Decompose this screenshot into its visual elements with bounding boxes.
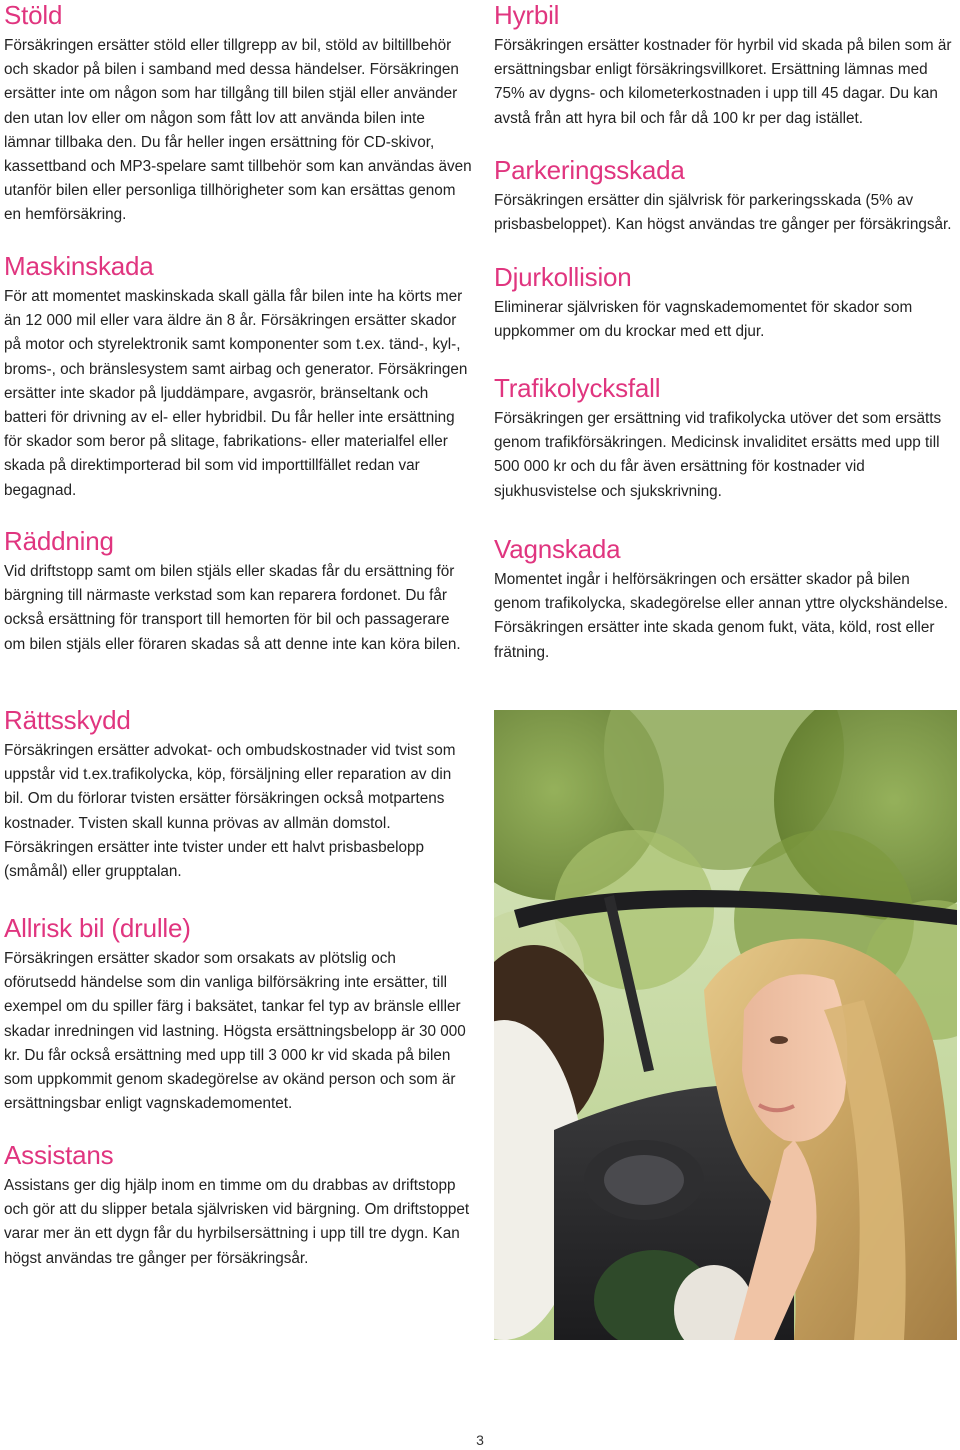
page-number: 3 (476, 1432, 484, 1448)
section-body: Momentet ingår i helförsäkringen och ersätter skador på bilen genom trafikolycka, skadegörelse eller annan yttre olyckshändelse. Försäkringen ersätter inte skada genom fukt, väta, köld, rost eller frätning. (494, 571, 949, 661)
section-raddning (4, 526, 472, 657)
section-heading: Hyrbil (494, 0, 560, 30)
section-heading: Allrisk bil (drulle) (4, 913, 191, 943)
section-body: Försäkringen ersätter skador som orsakats av plötslig och oförutsedd händelse som din vanliga bilförsäkring inte ersätter, till exempel om du spiller färg i baksätet, tankar fel typ av bränsle elller skadar inredningen vid lastning. Högsta ersättningsbelopp är 30 000 kr. Du får också ersättning med upp till 3 000 kr vid skada på bilen som uppkommit genom skadegörelse av okänd person och som är ersättningsbar enligt vagnskademomentet. (4, 950, 466, 1113)
section-maskinskada (4, 251, 472, 503)
section-body: Försäkringen ersätter stöld eller tillgrepp av bil, stöld av biltillbehör och skador på bilen i samband med dessa händelser. Försäkringen ersätter inte om någon som har tillgång till bilen stjäl eller använder den utan lov eller om någon som fått lov att använda bilen inte lämnar tillbaka den. Du får heller ingen ersättning för CD-skivor, kassettband och MP3-spelare samt tillbehör som kan användas även utanför bilen eller personliga tillhörigheter som kan ersättas genom en hemförsäkring. (4, 37, 472, 224)
section-body: Försäkringen ersätter din självrisk för parkeringsskada (5% av prisbasbeloppet). Kan högst användas tre gånger per försäkringsår. (494, 192, 952, 234)
section-djurkollision (494, 262, 956, 344)
section-vagnskada (494, 534, 956, 665)
section-heading: Maskinskada (4, 251, 154, 281)
section-body: Vid driftstopp samt om bilen stjäls eller skadas får du ersättning för bärgning till närmaste verkstad som kan reparera fordonet. Du får också ersättning för transport till hemorten för bil och passagerare om bilen stjäls eller föraren skadas så att denne inte kan köra bilen. (4, 563, 461, 653)
section-body: För att momentet maskinskada skall gälla får bilen inte ha körts mer än 12 000 mil eller vara äldre än 8 år. Försäkringen ersätter skador på motor och styrelektronik samt komponenter som t.ex. tänd-, kyl-, broms-, och bränslesystem samt airbag och generator. Försäkringen ersätter inte skador på ljuddämpare, avgasrör, bränseltank och batteri för drivning av el- eller hybridbil. Du får heller inte ersättning för skador som beror på slitage, fabrikations- eller materialfel eller skada på direktimporterad bil som vid importtillfället redan var begagnad. (4, 288, 468, 499)
section-heading: Vagnskada (494, 534, 621, 564)
section-hyrbil (494, 0, 956, 131)
section-trafikolycksfall (494, 373, 956, 504)
photo-woman-in-convertible (494, 710, 957, 1340)
section-body: Assistans ger dig hjälp inom en timme om du drabbas av driftstopp och gör att du slipper betala självrisken vid bärgning. Om driftstoppet varar mer än ett dygn får du hyrbilsersättning i upp till tre dygn. Kan högst användas tre gånger per försäkringsår. (4, 1177, 470, 1267)
section-body: Eliminerar självrisken för vagnskademomentet för skador som uppkommer om du krockar med ett djur. (494, 299, 913, 341)
section-heading: Parkeringsskada (494, 155, 685, 185)
section-heading: Trafikolycksfall (494, 373, 661, 403)
section-parkeringsskada (494, 155, 956, 237)
section-body: Försäkringen ger ersättning vid trafikolycka utöver det som ersätts genom trafikförsäkringen. Medicinsk invaliditet ersätts med upp till 500 000 kr och du får även ersättning för kostnader vid sjukhusvistelse och sjukskrivning. (494, 410, 942, 500)
section-body: Försäkringen ersätter kostnader för hyrbil vid skada på bilen som är ersättningsbar enligt försäkringsvillkoret. Ersättning lämnas med 75% av dygns- och kilometerkostnaden i upp till 45 dagar. Du kan avstå från att hyra bil och får då 100 kr per dag istället. (494, 37, 952, 127)
section-heading: Assistans (4, 1140, 114, 1170)
section-stold (4, 0, 472, 228)
section-heading: Stöld (4, 0, 63, 30)
section-body: Försäkringen ersätter advokat- och ombudskostnader vid tvist som uppstår vid t.ex.trafikolycka, köp, försäljning eller reparation av din bil. Om du förlorar tvisten ersätter försäkringen också motpartens kostnader. Tvisten skall kunna prövas av allmän domstol. Försäkringen ersätter inte tvister under ett halvt prisbasbelopp (småmål) eller grupptalan. (4, 742, 456, 881)
section-rattsskydd (4, 705, 472, 884)
section-heading: Räddning (4, 526, 114, 556)
section-assistans (4, 1140, 472, 1271)
section-allrisk (4, 913, 472, 1116)
section-heading: Djurkollision (494, 262, 632, 292)
section-heading: Rättsskydd (4, 705, 131, 735)
